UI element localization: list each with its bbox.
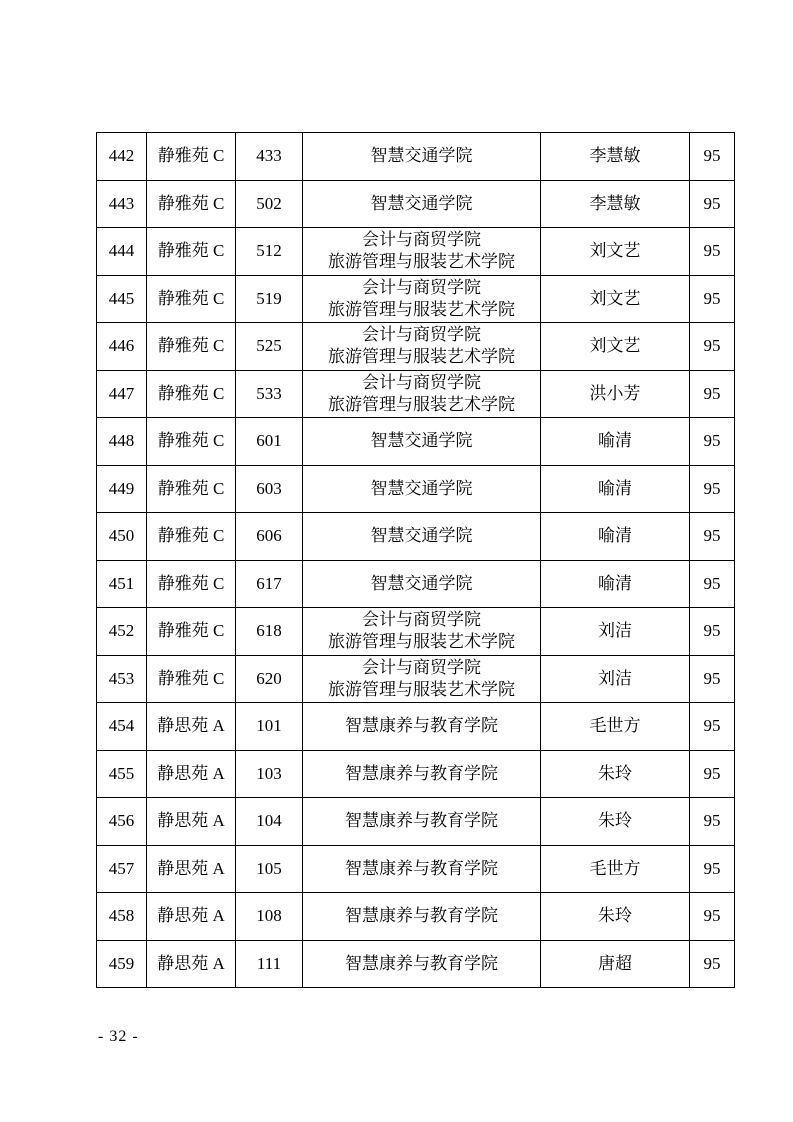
college-cell	[303, 133, 541, 181]
building-cell: 静思苑 A	[147, 845, 236, 893]
table-row	[97, 180, 735, 228]
college-name-line: 旅游管理与服装艺术学院	[328, 347, 515, 367]
building-cell: 静雅苑 C	[147, 275, 236, 323]
building-cell: 静雅苑 C	[147, 513, 236, 561]
page-number: - 32 -	[98, 1028, 139, 1045]
score-cell: 95	[690, 465, 735, 513]
room-number-cell: 103	[236, 750, 303, 798]
college-cell	[303, 703, 541, 751]
building-cell: 静思苑 A	[147, 703, 236, 751]
college-name-line: 会计与商贸学院	[362, 325, 481, 345]
college-cell	[303, 180, 541, 228]
college-cell	[303, 608, 541, 656]
room-number-cell: 512	[236, 228, 303, 276]
building-cell: 静思苑 A	[147, 798, 236, 846]
table-row	[97, 845, 735, 893]
college-name-line: 会计与商贸学院	[362, 372, 481, 392]
instructor-cell: 刘洁	[541, 655, 690, 703]
college-name-line: 旅游管理与服装艺术学院	[328, 252, 515, 272]
row-number-cell: 446	[97, 323, 147, 371]
room-number-cell: 108	[236, 893, 303, 941]
score-cell: 95	[690, 323, 735, 371]
row-number-cell: 448	[97, 418, 147, 466]
table-row	[97, 940, 735, 988]
table-row	[97, 750, 735, 798]
room-number-cell: 618	[236, 608, 303, 656]
instructor-cell: 刘洁	[541, 608, 690, 656]
building-cell: 静雅苑 C	[147, 228, 236, 276]
building-cell: 静雅苑 C	[147, 180, 236, 228]
college-name-line: 会计与商贸学院	[362, 610, 481, 630]
college-cell	[303, 323, 541, 371]
row-number-cell: 456	[97, 798, 147, 846]
building-cell: 静思苑 A	[147, 893, 236, 941]
table-row	[97, 893, 735, 941]
instructor-cell: 唐超	[541, 940, 690, 988]
score-cell: 95	[690, 560, 735, 608]
college-name-line: 智慧康养与教育学院	[345, 858, 498, 878]
college-cell	[303, 893, 541, 941]
room-number-cell: 606	[236, 513, 303, 561]
college-cell	[303, 418, 541, 466]
room-number-cell: 111	[236, 940, 303, 988]
room-number-cell: 433	[236, 133, 303, 181]
college-name-line: 智慧康养与教育学院	[345, 906, 498, 926]
room-number-cell: 101	[236, 703, 303, 751]
table-row	[97, 133, 735, 181]
building-cell: 静思苑 A	[147, 750, 236, 798]
college-cell	[303, 798, 541, 846]
college-name-line: 智慧交通学院	[370, 573, 473, 593]
instructor-cell: 毛世方	[541, 845, 690, 893]
table-row	[97, 560, 735, 608]
row-number-cell: 450	[97, 513, 147, 561]
row-number-cell: 458	[97, 893, 147, 941]
college-name-line: 智慧交通学院	[370, 478, 473, 498]
room-number-cell: 617	[236, 560, 303, 608]
college-cell	[303, 370, 541, 418]
score-cell: 95	[690, 180, 735, 228]
row-number-cell: 459	[97, 940, 147, 988]
score-cell: 95	[690, 655, 735, 703]
college-cell	[303, 845, 541, 893]
table-row	[97, 228, 735, 276]
table-row	[97, 418, 735, 466]
table-row	[97, 323, 735, 371]
room-number-cell: 603	[236, 465, 303, 513]
row-number-cell: 449	[97, 465, 147, 513]
row-number-cell: 453	[97, 655, 147, 703]
college-cell	[303, 750, 541, 798]
instructor-cell: 李慧敏	[541, 133, 690, 181]
row-number-cell: 454	[97, 703, 147, 751]
college-name-line: 智慧交通学院	[370, 146, 473, 166]
instructor-cell: 朱玲	[541, 750, 690, 798]
instructor-cell: 刘文艺	[541, 323, 690, 371]
building-cell: 静雅苑 C	[147, 655, 236, 703]
building-cell: 静思苑 A	[147, 940, 236, 988]
row-number-cell: 445	[97, 275, 147, 323]
college-cell	[303, 940, 541, 988]
college-name-line: 智慧交通学院	[370, 431, 473, 451]
table-row	[97, 275, 735, 323]
table-row	[97, 798, 735, 846]
building-cell: 静雅苑 C	[147, 133, 236, 181]
score-cell: 95	[690, 275, 735, 323]
row-number-cell: 455	[97, 750, 147, 798]
instructor-cell: 李慧敏	[541, 180, 690, 228]
score-cell: 95	[690, 418, 735, 466]
score-cell: 95	[690, 608, 735, 656]
score-cell: 95	[690, 133, 735, 181]
college-name-line: 旅游管理与服装艺术学院	[328, 299, 515, 319]
table-row	[97, 655, 735, 703]
college-cell	[303, 275, 541, 323]
instructor-cell: 毛世方	[541, 703, 690, 751]
row-number-cell: 447	[97, 370, 147, 418]
room-number-cell: 105	[236, 845, 303, 893]
room-number-cell: 525	[236, 323, 303, 371]
room-number-cell: 601	[236, 418, 303, 466]
building-cell: 静雅苑 C	[147, 370, 236, 418]
score-cell: 95	[690, 940, 735, 988]
dormitory-score-table	[96, 132, 735, 988]
row-number-cell: 443	[97, 180, 147, 228]
instructor-cell: 刘文艺	[541, 228, 690, 276]
college-name-line: 智慧康养与教育学院	[345, 953, 498, 973]
instructor-cell: 喻清	[541, 418, 690, 466]
college-name-line: 会计与商贸学院	[362, 277, 481, 297]
college-name-line: 智慧交通学院	[370, 526, 473, 546]
room-number-cell: 533	[236, 370, 303, 418]
score-cell: 95	[690, 228, 735, 276]
college-name-line: 旅游管理与服装艺术学院	[328, 679, 515, 699]
room-number-cell: 502	[236, 180, 303, 228]
score-cell: 95	[690, 370, 735, 418]
score-cell: 95	[690, 703, 735, 751]
score-cell: 95	[690, 845, 735, 893]
building-cell: 静雅苑 C	[147, 418, 236, 466]
row-number-cell: 451	[97, 560, 147, 608]
college-name-line: 旅游管理与服装艺术学院	[328, 394, 515, 414]
college-cell	[303, 513, 541, 561]
instructor-cell: 喻清	[541, 560, 690, 608]
table-row	[97, 370, 735, 418]
college-name-line: 智慧康养与教育学院	[345, 811, 498, 831]
college-name-line: 旅游管理与服装艺术学院	[328, 632, 515, 652]
college-name-line: 智慧康养与教育学院	[345, 716, 498, 736]
instructor-cell: 喻清	[541, 513, 690, 561]
instructor-cell: 朱玲	[541, 798, 690, 846]
college-name-line: 智慧交通学院	[370, 193, 473, 213]
instructor-cell: 刘文艺	[541, 275, 690, 323]
score-cell: 95	[690, 798, 735, 846]
row-number-cell: 442	[97, 133, 147, 181]
college-name-line: 会计与商贸学院	[362, 657, 481, 677]
college-cell	[303, 465, 541, 513]
table-row	[97, 513, 735, 561]
room-number-cell: 104	[236, 798, 303, 846]
college-cell	[303, 560, 541, 608]
building-cell: 静雅苑 C	[147, 608, 236, 656]
instructor-cell: 喻清	[541, 465, 690, 513]
building-cell: 静雅苑 C	[147, 323, 236, 371]
score-cell: 95	[690, 513, 735, 561]
college-cell	[303, 228, 541, 276]
row-number-cell: 452	[97, 608, 147, 656]
table-row	[97, 703, 735, 751]
instructor-cell: 洪小芳	[541, 370, 690, 418]
building-cell: 静雅苑 C	[147, 465, 236, 513]
instructor-cell: 朱玲	[541, 893, 690, 941]
table-row	[97, 608, 735, 656]
college-name-line: 智慧康养与教育学院	[345, 763, 498, 783]
row-number-cell: 444	[97, 228, 147, 276]
college-name-line: 会计与商贸学院	[362, 230, 481, 250]
building-cell: 静雅苑 C	[147, 560, 236, 608]
room-number-cell: 519	[236, 275, 303, 323]
table-body	[97, 133, 735, 988]
room-number-cell: 620	[236, 655, 303, 703]
score-cell: 95	[690, 750, 735, 798]
score-cell: 95	[690, 893, 735, 941]
row-number-cell: 457	[97, 845, 147, 893]
college-cell	[303, 655, 541, 703]
table-row	[97, 465, 735, 513]
